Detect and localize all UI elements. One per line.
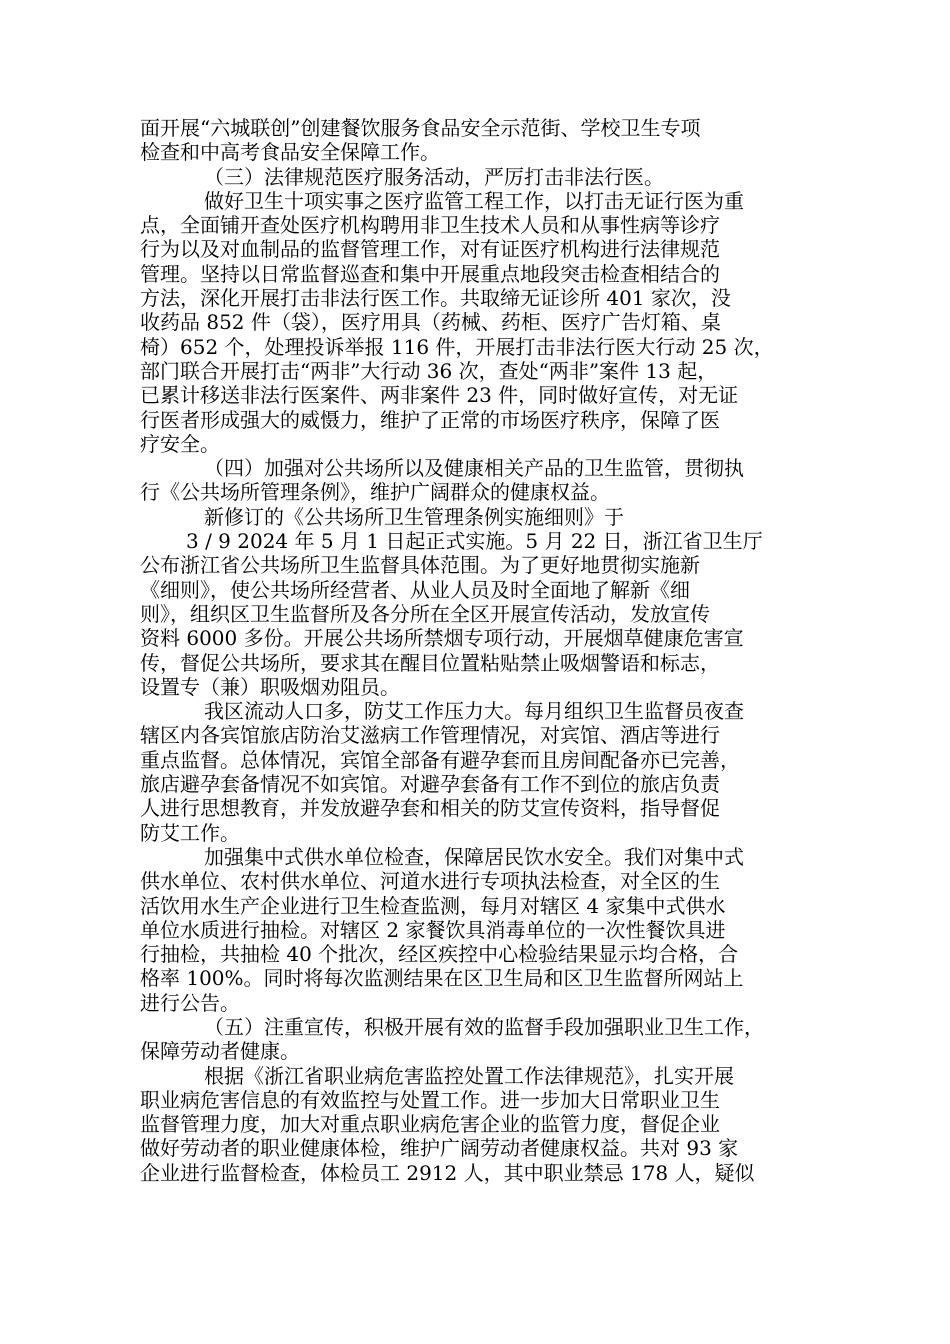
text-line: 点，全面铺开查处医疗机构聘用非卫生技术人员和从事性病等诊疗 [140,213,720,238]
text-line: 行《公共场所管理条例》，维护广阔群众的健康权益。 [140,480,610,505]
text-line: 行医者形成强大的威慑力，维护了正常的市场医疗秩序，保障了医 [140,407,720,432]
text-line: 椅）652 个，处理投诉举报 116 件，开展打击非法行医大行动 25 次， [140,334,774,359]
text-line: 设置专（兼）职吸烟劝阻员。 [140,674,400,699]
text-line: 传，督促公共场所，要求其在醒目位置粘贴禁止吸烟警语和标志， [140,650,720,675]
text-line: 加强集中式供水单位检查，保障居民饮水安全。我们对集中式 [204,844,744,869]
text-line: 格率 100%。同时将每次监测结果在区卫生局和区卫生监督所网站上 [140,966,744,991]
text-line: 则》，组织区卫生监督所及各分所在全区开展宣传活动，发放宣传 [140,601,710,626]
text-line: 方法，深化开展打击非法行医工作。共取缔无证诊所 401 家次，没 [140,286,731,311]
text-line: （五）注重宣传，积极开展有效的监督手段加强职业卫生工作， [204,1014,764,1039]
text-line: 我区流动人口多，防艾工作压力大。每月组织卫生监督员夜查 [204,699,744,724]
text-line: 行为以及对血制品的监督管理工作，对有证医疗机构进行法律规范 [140,237,720,262]
text-line: 已累计移送非法行医案件、两非案件 23 件，同时做好宣传，对无证 [140,383,739,408]
text-line: 面开展“六城联创”创建餐饮服务食品安全示范街、学校卫生专项 [140,116,701,140]
text-line: 人进行思想教育，并发放避孕套和相关的防艾宣传资料，指导督促 [140,796,720,821]
text-line: 根据《浙江省职业病危害监控处置工作法律规范》，扎实开展 [204,1063,734,1088]
text-line: 《细则》，使公共场所经营者、从业人员及时全面地了解新《细 [140,577,690,602]
text-line: 活饮用水生产企业进行卫生检查监测，每月对辖区 4 家集中式供水 [140,893,726,918]
text-line: 保障劳动者健康。 [140,1039,300,1064]
text-line: 旅店避孕套备情况不如宾馆。对避孕套备有工作不到位的旅店负责 [140,772,720,797]
text-line: 进行公告。 [140,990,240,1015]
text-line: 防艾工作。 [140,820,240,845]
text-line: 疗安全。 [140,431,220,456]
text-line: 职业病危害信息的有效监控与处置工作。进一步加大日常职业卫生 [140,1087,720,1112]
text-line: 行抽检，共抽检 40 个批次，经区疾控中心检验结果显示均合格，合 [140,942,739,967]
text-line: 辖区内各宾馆旅店防治艾滋病工作管理情况，对宾馆、酒店等进行 [140,723,720,748]
text-line: 做好劳动者的职业健康体检，维护广阔劳动者健康权益。共对 93 家 [140,1136,739,1161]
text-line: 企业进行监督检查，体检员工 2912 人，其中职业禁忌 178 人，疑似 [140,1160,755,1185]
text-line: 资料 6000 多份。开展公共场所禁烟专项行动，开展烟草健康危害宣 [140,626,744,651]
text-line: 新修订的《公共场所卫生管理条例实施细则》于 [204,504,624,529]
text-line: 3 / 9 2024 年 5 月 1 日起正式实施。5 月 22 日，浙江省卫生厅 [186,529,763,554]
text-line: 做好卫生十项实事之医疗监管工程工作，以打击无证行医为重 [204,188,744,213]
text-line: 管理。坚持以日常监督巡查和集中开展重点地段突击检查相结合的 [140,261,720,286]
text-line: 重点监督。总体情况，宾馆全部备有避孕套而且房间配备亦已完善， [140,747,740,772]
text-line: 收药品 852 件（袋），医疗用具（药械、药柜、医疗广告灯箱、桌 [140,310,721,335]
text-line: 公布浙江省公共场所卫生监督具体范围。为了更好地贯彻实施新 [140,553,700,578]
text-line: 单位水质进行抽检。对辖区 2 家餐饮具消毒单位的一次性餐饮具进 [140,917,726,942]
text-line: 检查和中高考食品安全保障工作。 [140,140,440,165]
text-line: （四）加强对公共场所以及健康相关产品的卫生监管，贯彻执 [204,456,744,481]
text-line: 供水单位、农村供水单位、河道水进行专项执法检查，对全区的生 [140,869,720,894]
text-line: 部门联合开展打击“两非”大行动 36 次，查处“两非”案件 13 起， [140,358,718,383]
text-line: （三）法律规范医疗服务活动，严厉打击非法行医。 [204,164,664,189]
document-body [140,116,820,1185]
text-line: 监督管理力度，加大对重点职业病危害企业的监管力度，督促企业 [140,1112,720,1137]
